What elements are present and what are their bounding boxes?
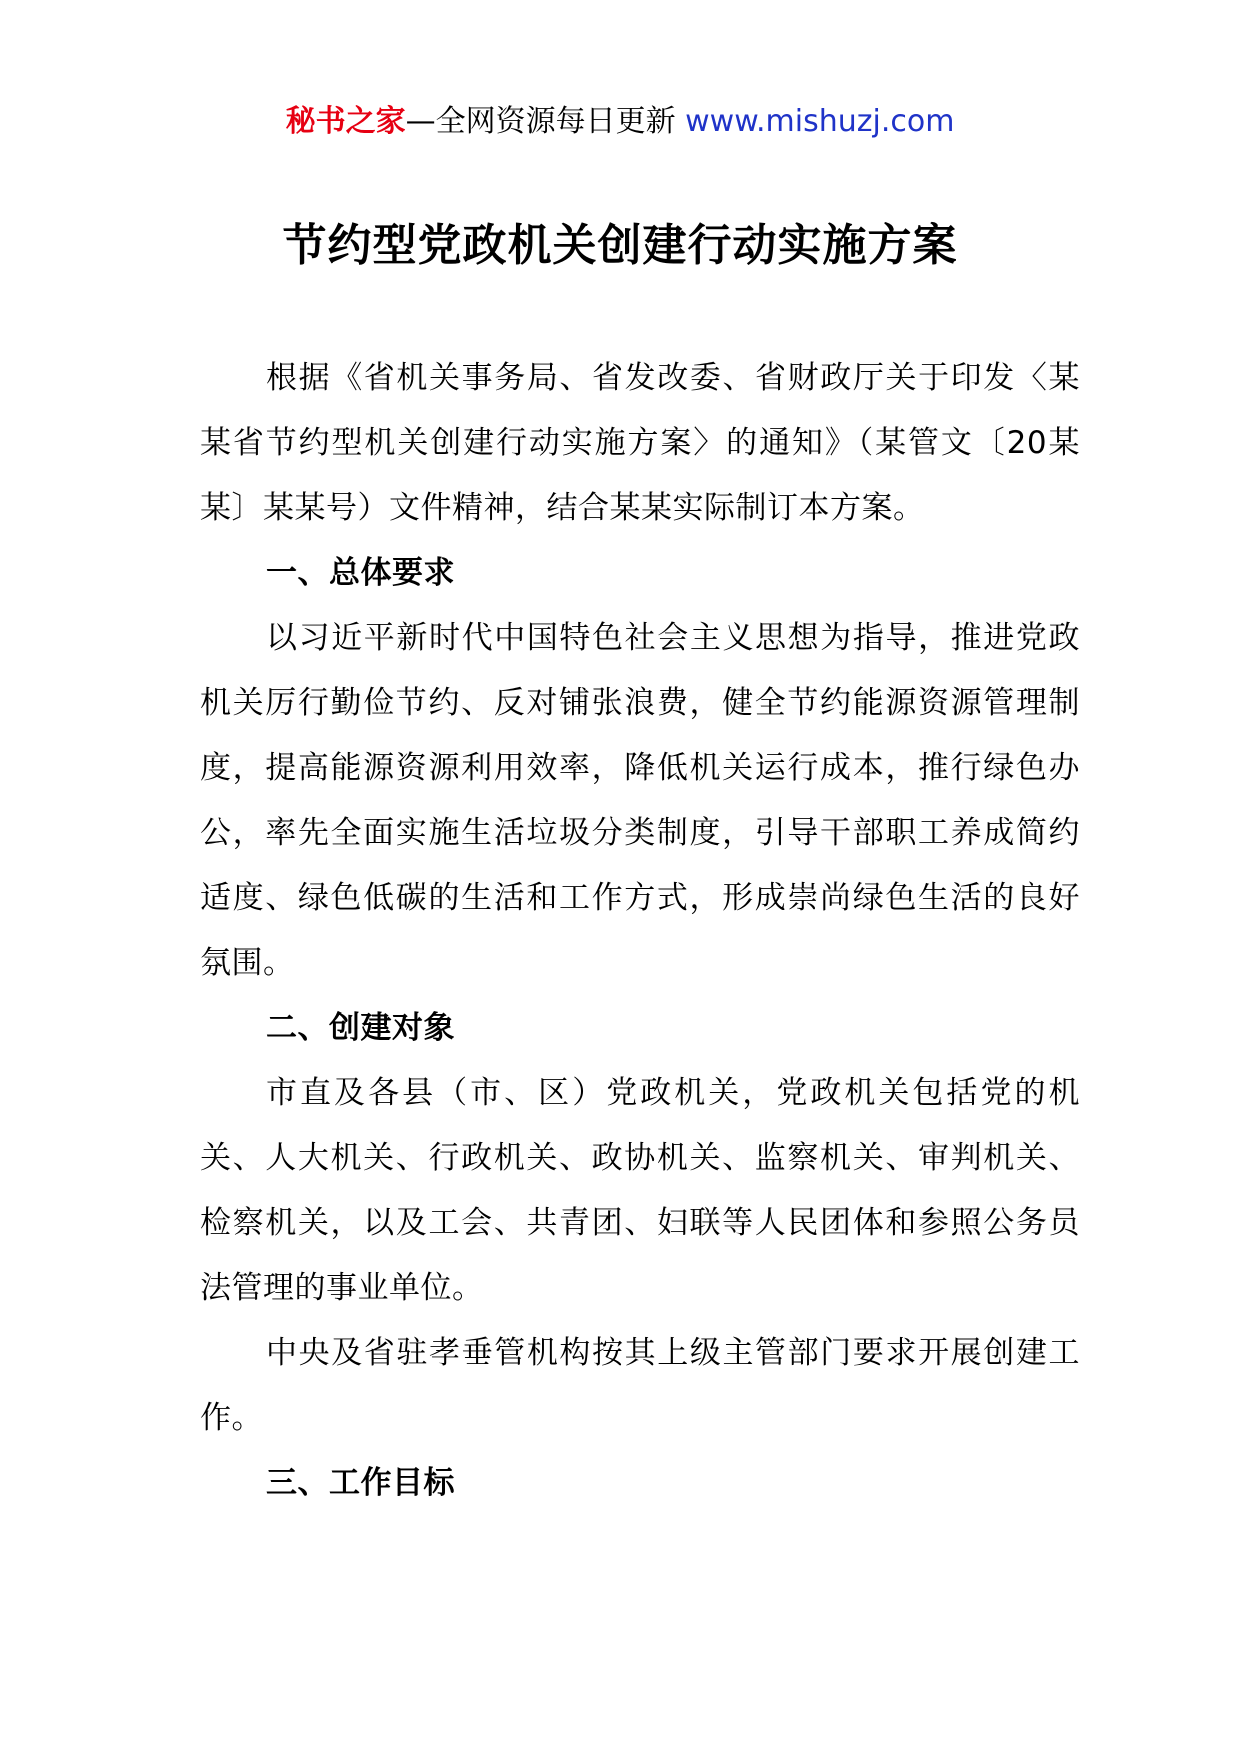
site-tagline: —全网资源每日更新	[405, 104, 676, 139]
section-heading-target-units: 二、创建对象	[266, 1010, 455, 1046]
section-paragraph: 以习近平新时代中国特色社会主义思想为指导，推进党政机关厉行勤俭节约、反对铺张浪费，健全节约能源资源管理制度，提高能源资源利用效率，降低机关运行成本，推行绿色办公，率先全面实施生活垃圾分类制度，引导干部职工养成简约适度、绿色低碳的生活和工作方式，形成崇尚绿色生活的良好氛围。	[200, 620, 1080, 981]
site-header	[0, 100, 1240, 144]
intro-paragraph: 根据《省机关事务局、省发改委、省财政厅关于印发〈某某省节约型机关创建行动实施方案〉的通知》（某管文〔20某某〕某某号）文件精神，结合某某实际制订本方案。	[200, 360, 1080, 526]
site-url-link[interactable]: www.mishuzj.com	[685, 104, 955, 139]
section-paragraph: 市直及各县（市、区）党政机关，党政机关包括党的机关、人大机关、行政机关、政协机关、监察机关、审判机关、检察机关，以及工会、共青团、妇联等人民团体和参照公务员法管理的事业单位。	[200, 1075, 1080, 1306]
site-brand: 秘书之家	[285, 104, 406, 139]
document-title: 节约型党政机关创建行动实施方案	[282, 220, 958, 271]
section-heading-overall-requirements: 一、总体要求	[266, 555, 455, 591]
document-body	[200, 346, 1080, 1516]
section-paragraph: 中央及省驻孝垂管机构按其上级主管部门要求开展创建工作。	[200, 1335, 1080, 1436]
section-heading-work-goals: 三、工作目标	[266, 1465, 455, 1501]
